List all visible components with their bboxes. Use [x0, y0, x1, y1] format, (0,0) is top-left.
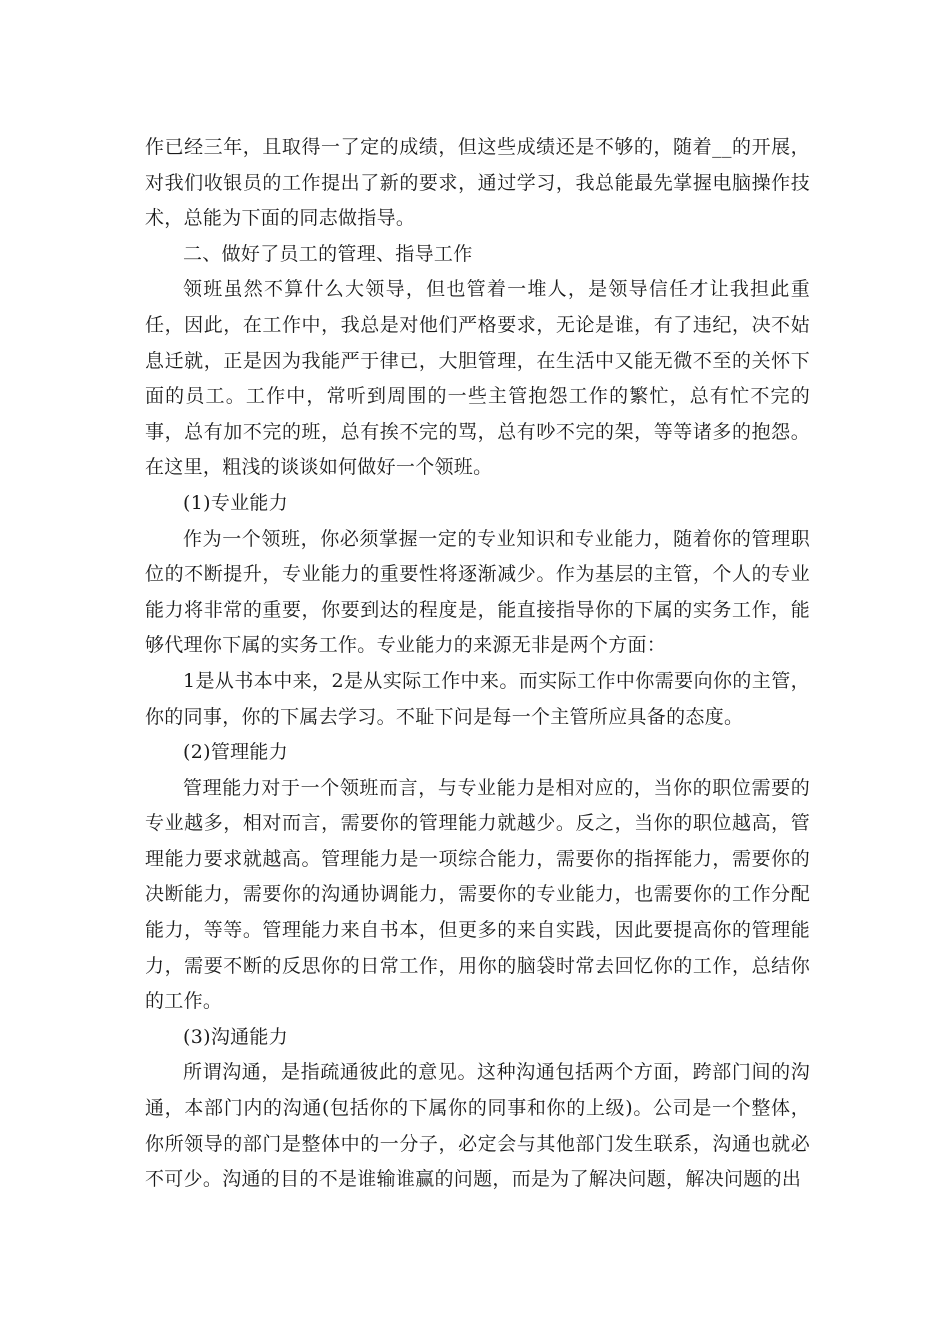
paragraph-continuation: 作已经三年，且取得一了定的成绩，但这些成绩还是不够的，随着__的开展，对我们收银员的工作提出了新的要求，通过学习，我总能最先掌握电脑操作技术，总能为下面的同志做指导。	[145, 136, 810, 230]
paragraph-communication-ability: 所谓沟通，是指疏通彼此的意见。这种沟通包括两个方面，跨部门间的沟通，本部门内的沟通(包括你的下属你的同事和你的上级)。公司是一个整体，你所领导的部门是整体中的一分子，必定会与其他部门发生联系，沟通也就必不可少。沟通的目的不是谁输谁赢的问题，而是为了解决问题，解决问题的出	[145, 1061, 810, 1191]
paragraph-ability-sources: 1是从书本中来，2是从实际工作中来。而实际工作中你需要向你的主管，你的同事，你的下属去学习。不耻下问是每一个主管所应具备的态度。	[145, 669, 810, 728]
subheading-professional-ability: (1)专业能力	[183, 491, 289, 514]
section-heading-staff-management: 二、做好了员工的管理、指导工作	[183, 242, 473, 265]
subheading-communication-ability: (3)沟通能力	[183, 1025, 289, 1048]
subheading-management-ability: (2)管理能力	[183, 741, 289, 764]
paragraph-professional-ability: 作为一个领班，你必须掌握一定的专业知识和专业能力，随着你的管理职位的不断提升，专业能力的重要性将逐渐减少。作为基层的主管，个人的专业能力将非常的重要，你要到达的程度是，能直接指导你的下属的实务工作，能够代理你下属的实务工作。专业能力的来源无非是两个方面：	[145, 527, 810, 657]
paragraph-team-leader: 领班虽然不算什么大领导，但也管着一堆人，是领导信任才让我担此重任，因此，在工作中，我总是对他们严格要求，无论是谁，有了违纪，决不姑息迁就，正是因为我能严于律已，大胆管理，在生活中又能无微不至的关怀下面的员工。工作中，常听到周围的一些主管抱怨工作的繁忙，总有忙不完的事，总有加不完的班，总有挨不完的骂，总有吵不完的架，等等诸多的抱怨。在这里，粗浅的谈谈如何做好一个领班。	[145, 278, 810, 479]
paragraph-management-ability: 管理能力对于一个领班而言，与专业能力是相对应的，当你的职位需要的专业越多，相对而言，需要你的管理能力就越少。反之，当你的职位越高，管理能力要求就越高。管理能力是一项综合能力，需要你的指挥能力，需要你的决断能力，需要你的沟通协调能力，需要你的专业能力，也需要你的工作分配能力，等等。管理能力来自书本，但更多的来自实践，因此要提高你的管理能力，需要不断的反思你的日常工作，用你的脑袋时常去回忆你的工作，总结你的工作。	[145, 776, 810, 1013]
document-body	[145, 130, 810, 1198]
